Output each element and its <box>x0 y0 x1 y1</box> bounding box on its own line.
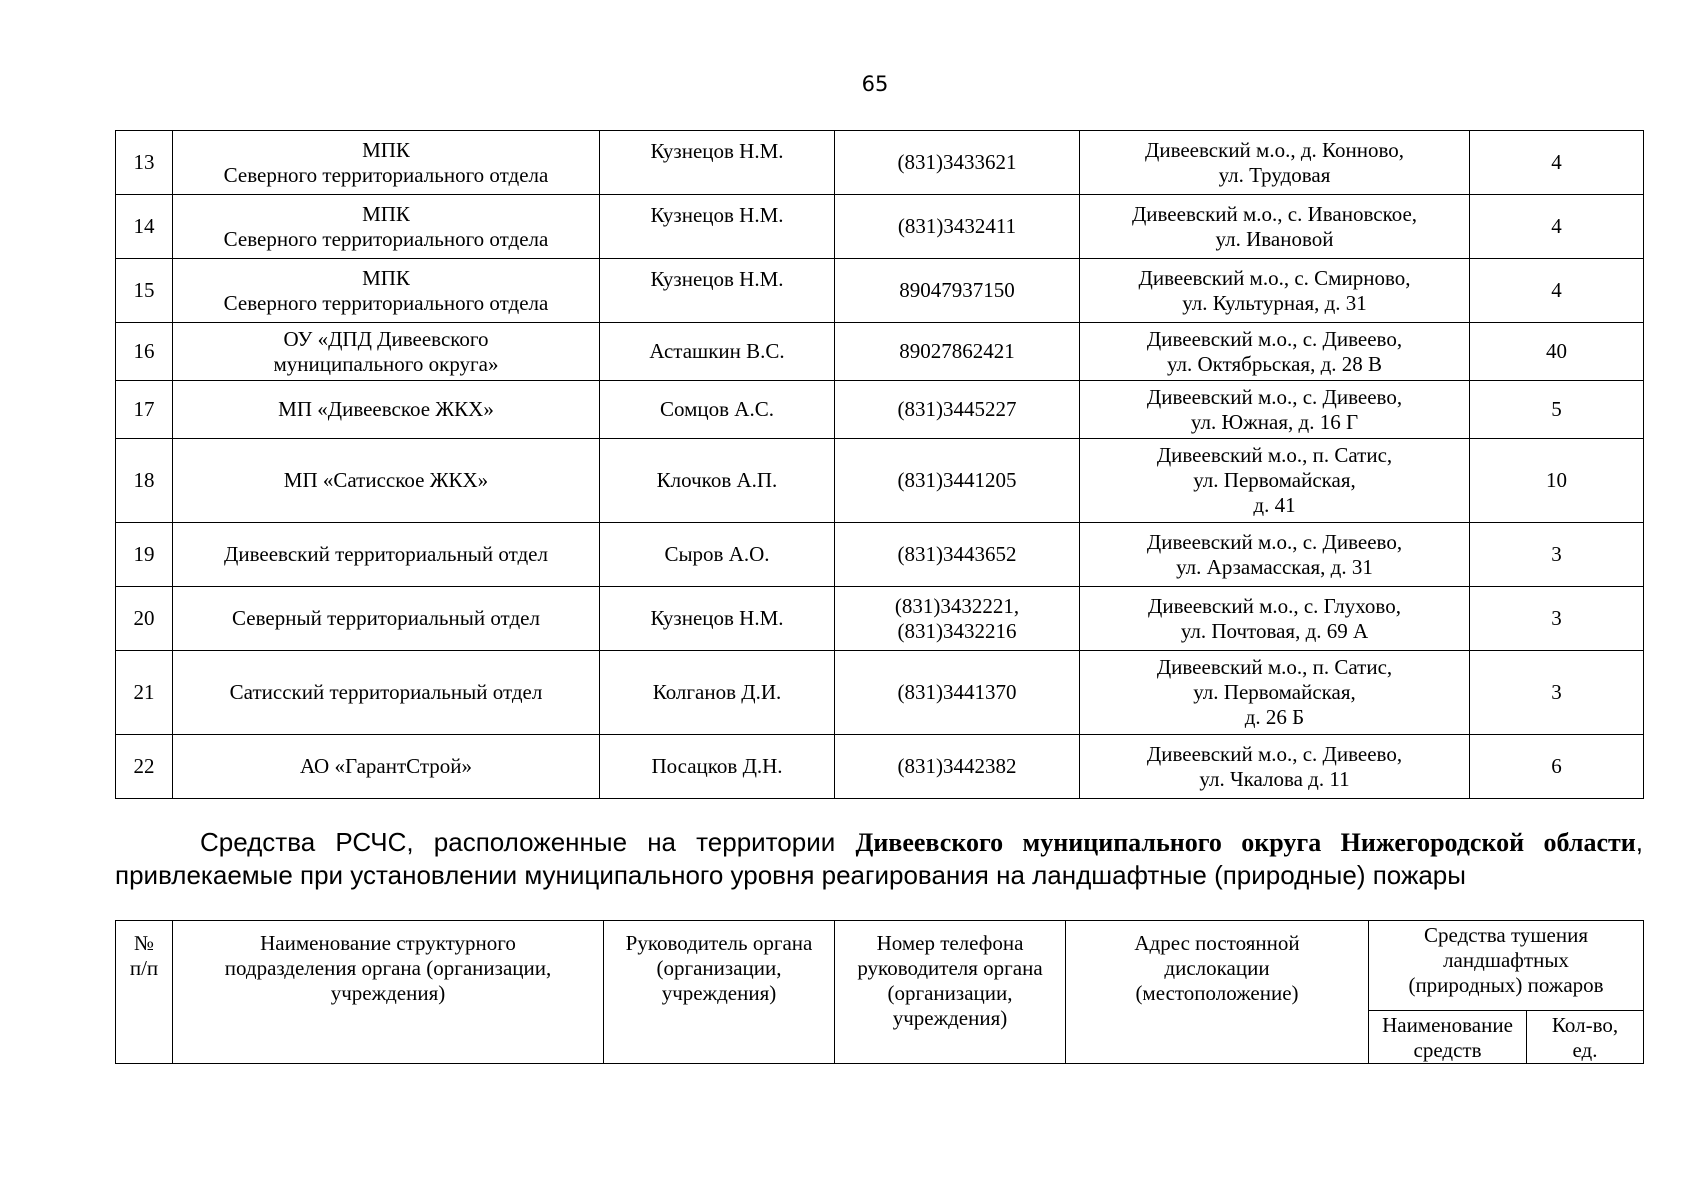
text-line: МП «Дивеевское ЖКХ» <box>278 397 494 421</box>
cell-num: 20 <box>116 587 173 651</box>
cell-count: 40 <box>1470 323 1644 381</box>
means-table <box>115 920 1644 1064</box>
text-line: ул. Южная, д. 16 Г <box>1190 409 1359 434</box>
cell-org <box>173 735 600 799</box>
cell-num: 17 <box>116 381 173 439</box>
cell-count: 5 <box>1470 381 1644 439</box>
text-line: Дивеевский м.о., с. Смирново, <box>1138 265 1411 290</box>
cell-head: Сомцов А.С. <box>600 381 835 439</box>
cell-head: Сыров А.О. <box>600 523 835 587</box>
text-line: подразделения органа (организации, <box>224 956 552 980</box>
header-address <box>1066 921 1369 1064</box>
cell-address <box>1080 523 1470 587</box>
cell-phone <box>835 439 1080 523</box>
cell-org <box>173 523 600 587</box>
text-line: (831)3441205 <box>897 468 1017 492</box>
header-head <box>604 921 835 1064</box>
forces-table <box>115 130 1644 799</box>
text-line: муниципального округа» <box>273 351 499 376</box>
text-line: д. 41 <box>1253 493 1296 517</box>
text-line: (местоположение) <box>1135 981 1299 1005</box>
cell-count: 3 <box>1470 523 1644 587</box>
header-means-name <box>1369 1011 1527 1064</box>
table-row <box>116 651 1644 735</box>
header-org <box>173 921 604 1064</box>
text-line: средств <box>1413 1038 1482 1062</box>
header-means <box>1369 921 1644 1011</box>
text-line: ул. Чкалова д. 11 <box>1199 766 1350 791</box>
cell-address <box>1080 587 1470 651</box>
table-row <box>116 195 1644 259</box>
intro-text-start: Средства РСЧС, расположенные на территории <box>200 827 856 857</box>
text-line: Дивеевский м.о., с. Дивеево, <box>1146 529 1403 554</box>
header-num <box>116 921 173 1064</box>
table-row <box>116 735 1644 799</box>
cell-org <box>173 381 600 439</box>
text-line: ул. Культурная, д. 31 <box>1182 290 1367 315</box>
text-line: МПК <box>362 137 410 162</box>
forces-table-body <box>116 131 1644 799</box>
text-line: Дивеевский территориальный отдел <box>224 542 548 566</box>
text-line: Кол-во, <box>1551 1013 1619 1037</box>
text-line: Северного территориального отдела <box>223 290 549 315</box>
text-line: АО «ГарантСтрой» <box>299 754 473 778</box>
header-phone <box>835 921 1066 1064</box>
cell-count: 4 <box>1470 195 1644 259</box>
cell-count: 10 <box>1470 439 1644 523</box>
text-line: Номер телефона <box>876 931 1024 955</box>
cell-org <box>173 651 600 735</box>
cell-phone <box>835 259 1080 323</box>
cell-head: Асташкин В.С. <box>600 323 835 381</box>
text-line: Северного территориального отдела <box>223 226 549 251</box>
cell-org <box>173 439 600 523</box>
cell-phone <box>835 735 1080 799</box>
text-line: Дивеевский м.о., с. Дивеево, <box>1146 326 1403 351</box>
text-line: Наименование <box>1382 1013 1513 1037</box>
cell-head: Кузнецов Н.М. <box>600 259 835 323</box>
text-line: 89047937150 <box>899 278 1015 302</box>
text-line: Дивеевский м.о., п. Сатис, <box>1156 655 1393 679</box>
table-row <box>116 259 1644 323</box>
text-line: (831)3432221, <box>894 593 1020 618</box>
text-line: МП «Сатисское ЖКХ» <box>283 468 489 492</box>
text-line: МПК <box>362 265 410 290</box>
table-row <box>116 439 1644 523</box>
cell-count: 4 <box>1470 259 1644 323</box>
text-line: Наименование структурного <box>260 931 516 955</box>
text-line: (831)3443652 <box>897 542 1017 566</box>
text-line: ул. Октябрьская, д. 28 В <box>1166 351 1383 376</box>
cell-phone <box>835 323 1080 381</box>
text-line: Адрес постоянной <box>1134 931 1300 955</box>
text-line: Дивеевский м.о., д. Конново, <box>1145 137 1404 162</box>
text-line: (831)3445227 <box>897 397 1017 421</box>
text-line: руководителя органа <box>857 956 1043 980</box>
table-row <box>116 381 1644 439</box>
cell-num: 16 <box>116 323 173 381</box>
text-line: дислокации <box>1164 956 1270 980</box>
cell-count: 4 <box>1470 131 1644 195</box>
cell-phone <box>835 523 1080 587</box>
cell-head: Колганов Д.И. <box>600 651 835 735</box>
cell-head: Кузнецов Н.М. <box>600 587 835 651</box>
section-intro <box>115 826 1643 892</box>
cell-phone <box>835 131 1080 195</box>
text-line: (природных) пожаров <box>1408 973 1604 997</box>
text-line: Средства тушения <box>1424 923 1588 947</box>
text-line: Дивеевский м.о., с. Дивеево, <box>1146 384 1403 409</box>
cell-phone <box>835 381 1080 439</box>
text-line: Дивеевский м.о., п. Сатис, <box>1156 443 1393 467</box>
text-line: ул. Трудовая <box>1218 162 1331 187</box>
table-row <box>116 131 1644 195</box>
text-line: (831)3433621 <box>897 150 1017 174</box>
cell-address <box>1080 195 1470 259</box>
text-line: (831)3432411 <box>897 214 1017 238</box>
cell-count: 3 <box>1470 587 1644 651</box>
text-line: Северного территориального отдела <box>223 162 549 187</box>
text-line: (831)3432216 <box>897 618 1017 643</box>
cell-address <box>1080 439 1470 523</box>
text-line: учреждения) <box>661 981 777 1005</box>
text-line: ул. Ивановой <box>1215 226 1334 251</box>
text-line: (организации, <box>656 956 782 980</box>
cell-num: 14 <box>116 195 173 259</box>
text-line: д. 26 Б <box>1244 705 1305 729</box>
cell-num: 13 <box>116 131 173 195</box>
cell-phone <box>835 195 1080 259</box>
text-line: ОУ «ДПД Дивеевского <box>283 326 489 351</box>
cell-org <box>173 323 600 381</box>
header-means-count <box>1527 1011 1644 1064</box>
table-row <box>116 523 1644 587</box>
text-line: ул. Первомайская, <box>1193 680 1356 704</box>
intro-text-bold: Дивеевского муниципального округа Нижегородской области <box>855 828 1636 857</box>
cell-phone <box>835 651 1080 735</box>
cell-num: 21 <box>116 651 173 735</box>
text-line: (831)3441370 <box>897 680 1017 704</box>
page-number: 65 <box>861 72 889 96</box>
text-line: Дивеевский м.о., с. Ивановское, <box>1131 201 1418 226</box>
cell-address <box>1080 131 1470 195</box>
cell-head: Кузнецов Н.М. <box>600 131 835 195</box>
cell-phone <box>835 587 1080 651</box>
text-line: ландшафтных <box>1443 948 1569 972</box>
text-line: Северный территориальный отдел <box>232 606 540 630</box>
text-line: Дивеевский м.о., с. Глухово, <box>1148 593 1401 618</box>
table-row <box>116 587 1644 651</box>
table-row <box>116 323 1644 381</box>
text-line: Дивеевский м.о., с. Дивеево, <box>1146 741 1403 766</box>
text-line: учреждения) <box>892 1006 1008 1030</box>
text-line: Сатисский территориальный отдел <box>229 680 543 704</box>
text-line: МПК <box>362 201 410 226</box>
cell-org <box>173 587 600 651</box>
cell-head: Клочков А.П. <box>600 439 835 523</box>
text-line: ул. Почтовая, д. 69 А <box>1180 618 1369 643</box>
cell-count: 3 <box>1470 651 1644 735</box>
text-line: Руководитель органа <box>625 931 813 955</box>
cell-num: 22 <box>116 735 173 799</box>
cell-address <box>1080 735 1470 799</box>
cell-num: 19 <box>116 523 173 587</box>
text-line: п/п <box>129 956 159 980</box>
text-line: № <box>133 931 155 955</box>
text-line: ул. Первомайская, <box>1193 468 1356 492</box>
cell-num: 15 <box>116 259 173 323</box>
cell-address <box>1080 381 1470 439</box>
text-line: (831)3442382 <box>897 754 1017 778</box>
text-line: учреждения) <box>330 981 446 1005</box>
cell-address <box>1080 651 1470 735</box>
cell-org <box>173 131 600 195</box>
text-line: ед. <box>1572 1038 1598 1062</box>
text-line: ул. Арзамасская, д. 31 <box>1176 554 1373 579</box>
cell-count: 6 <box>1470 735 1644 799</box>
cell-head: Кузнецов Н.М. <box>600 195 835 259</box>
text-line: (организации, <box>887 981 1013 1005</box>
cell-num: 18 <box>116 439 173 523</box>
cell-address <box>1080 323 1470 381</box>
cell-head: Посацков Д.Н. <box>600 735 835 799</box>
text-line: 89027862421 <box>899 339 1015 363</box>
cell-address <box>1080 259 1470 323</box>
intro-text-end: , привлекаемые при установлении муниципального уровня реагирования на ландшафтные (природные) пожары <box>115 827 1643 890</box>
cell-org <box>173 195 600 259</box>
cell-org <box>173 259 600 323</box>
